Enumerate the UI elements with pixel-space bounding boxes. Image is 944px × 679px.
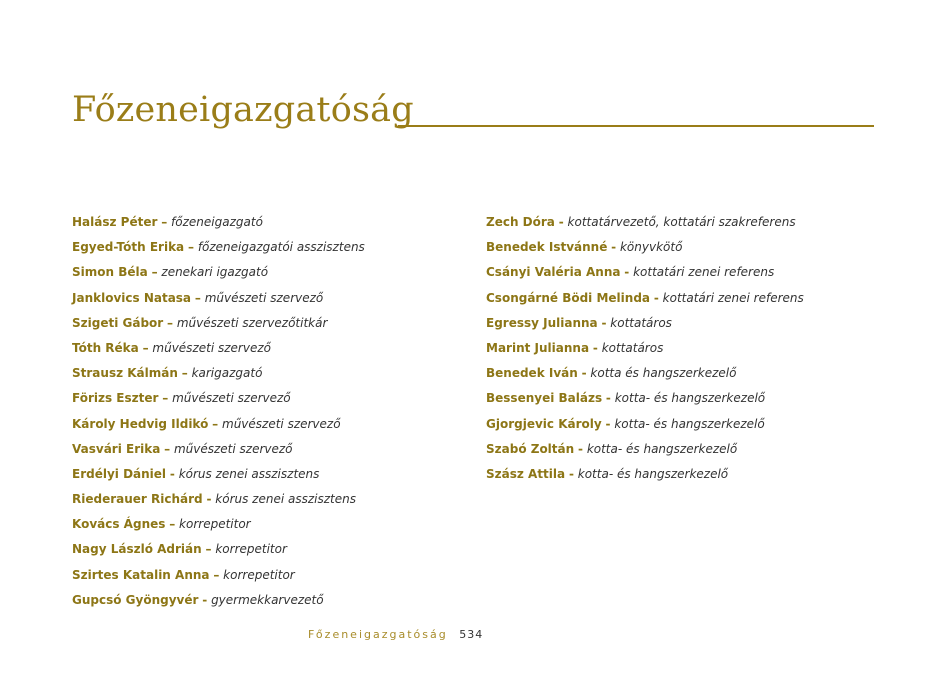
separator-dash: – — [194, 290, 201, 305]
staff-entry — [486, 440, 804, 465]
staff-role: kottatáros — [601, 340, 664, 355]
staff-name: Marint Julianna — [486, 340, 590, 355]
separator-dash: – — [213, 567, 220, 582]
staff-name: Nagy László Adrián — [72, 542, 202, 557]
staff-entry — [486, 289, 804, 314]
separator-dash: - — [568, 466, 574, 481]
separator-dash: - — [611, 240, 617, 255]
separator-dash: - — [605, 391, 611, 406]
staff-entry — [72, 213, 365, 238]
staff-entry — [486, 364, 804, 389]
staff-role: kotta- és hangszerkezelő — [586, 441, 738, 456]
staff-entry — [72, 289, 365, 314]
staff-role: kotta- és hangszerkezelő — [614, 416, 765, 431]
right-staff-list — [486, 213, 804, 490]
staff-name: Riederauer Richárd — [72, 492, 203, 507]
staff-name: Egyed-Tóth Erika — [72, 240, 185, 255]
staff-role: karigazgató — [191, 366, 263, 381]
staff-role: főzeneigazgatói asszisztens — [197, 240, 365, 255]
staff-role: zenekari igazgató — [161, 265, 269, 280]
staff-name: Szirtes Katalin Anna — [72, 567, 210, 582]
staff-name: Halász Péter — [72, 215, 158, 229]
staff-entry — [72, 263, 365, 288]
separator-dash: - — [605, 416, 611, 431]
separator-dash: - — [624, 265, 630, 280]
staff-role: kórus zenei asszisztens — [178, 466, 320, 481]
staff-entry — [72, 238, 365, 263]
staff-role: művészeti szervezőtitkár — [176, 315, 328, 330]
separator-dash: – — [164, 441, 171, 456]
staff-role: művészeti szervező — [222, 416, 341, 431]
page-number: 534 — [459, 628, 484, 641]
staff-role: gyermekkarvezető — [211, 592, 324, 607]
staff-name: Benedek Iván — [486, 366, 578, 381]
separator-dash: - — [581, 366, 587, 381]
staff-role: kottatárvezető, kottatári szakreferens — [567, 215, 796, 229]
staff-role: főzeneigazgató — [171, 215, 263, 229]
staff-entry — [486, 415, 804, 440]
staff-role: kottatári zenei referens — [633, 265, 775, 280]
separator-dash: - — [578, 441, 583, 456]
staff-role: művészeti szervező — [173, 441, 293, 456]
page-footer — [308, 627, 483, 643]
separator-dash: – — [162, 391, 169, 406]
separator-dash: - — [653, 290, 659, 305]
page-title: Főzeneigazgatóság — [72, 90, 414, 130]
staff-role: művészeti szervező — [172, 391, 291, 406]
staff-name: Strausz Kálmán — [72, 366, 178, 381]
staff-name: Csongárné Bödi Melinda — [486, 290, 651, 305]
staff-entry — [72, 540, 365, 565]
staff-role: művészeti szervező — [204, 290, 324, 305]
staff-name: Benedek Istvánné — [486, 240, 608, 255]
staff-name: Janklovics Natasa — [72, 290, 192, 305]
staff-name: Förizs Eszter — [72, 391, 159, 406]
staff-name: Csányi Valéria Anna — [486, 265, 621, 280]
staff-role: kotta és hangszerkezelő — [590, 366, 737, 381]
separator-dash: – — [169, 517, 176, 532]
separator-dash: - — [558, 215, 564, 229]
separator-dash: - — [592, 340, 598, 355]
staff-name: Egressy Julianna — [486, 315, 598, 330]
staff-name: Bessenyei Balázs — [486, 391, 603, 406]
staff-name: Szabó Zoltán — [486, 441, 575, 456]
staff-entry — [486, 263, 804, 288]
separator-dash: - — [202, 592, 208, 607]
staff-entry — [486, 465, 804, 490]
separator-dash: – — [151, 265, 158, 280]
staff-entry — [486, 238, 804, 263]
staff-entry — [486, 339, 804, 364]
separator-dash: - — [206, 492, 212, 507]
left-staff-list — [72, 213, 365, 616]
staff-entry — [72, 314, 365, 339]
staff-name: Károly Hedvig Ildikó — [72, 416, 209, 431]
separator-dash: – — [187, 240, 194, 255]
staff-entry — [486, 389, 804, 414]
staff-name: Szigeti Gábor — [72, 315, 164, 330]
staff-role: kottatáros — [610, 315, 672, 330]
staff-name: Szász Attila — [486, 466, 566, 481]
staff-entry — [72, 440, 365, 465]
separator-dash: - — [601, 315, 607, 330]
staff-role: kórus zenei asszisztens — [215, 492, 356, 507]
staff-name: Simon Béla — [72, 265, 148, 280]
staff-name: Zech Dóra — [486, 215, 555, 229]
staff-name: Vasvári Erika — [72, 441, 161, 456]
staff-name: Gjorgjevic Károly — [486, 416, 602, 431]
staff-role: kotta- és hangszerkezelő — [577, 466, 729, 481]
staff-role: kotta- és hangszerkezelő — [614, 391, 766, 406]
staff-role: kottatári zenei referens — [662, 290, 804, 305]
staff-role: művészeti szervező — [152, 340, 271, 355]
staff-entry — [72, 515, 365, 540]
staff-entry — [72, 591, 365, 616]
separator-dash: – — [212, 416, 219, 431]
staff-entry — [486, 213, 804, 238]
staff-name: Tóth Réka — [72, 340, 139, 355]
staff-entry — [72, 465, 365, 490]
staff-entry — [72, 364, 365, 389]
separator-dash: – — [181, 366, 188, 381]
separator-dash: – — [161, 215, 168, 229]
separator-dash: - — [169, 466, 175, 481]
staff-entry — [72, 415, 365, 440]
staff-role: korrepetitor — [179, 517, 251, 532]
staff-name: Kovács Ágnes — [72, 517, 166, 532]
staff-entry — [486, 314, 804, 339]
staff-entry — [72, 389, 365, 414]
title-rule — [398, 125, 874, 127]
staff-entry — [72, 566, 365, 591]
staff-name: Erdélyi Dániel — [72, 466, 167, 481]
separator-dash: – — [205, 542, 212, 557]
staff-role: korrepetitor — [215, 542, 287, 557]
footer-title: Főzeneigazgatóság — [308, 628, 448, 641]
separator-dash: – — [142, 340, 149, 355]
staff-role: korrepetitor — [223, 567, 295, 582]
staff-name: Gupcsó Gyöngyvér — [72, 592, 199, 607]
staff-role: könyvkötő — [619, 240, 683, 255]
staff-entry — [72, 490, 365, 515]
separator-dash: – — [167, 315, 174, 330]
staff-entry — [72, 339, 365, 364]
